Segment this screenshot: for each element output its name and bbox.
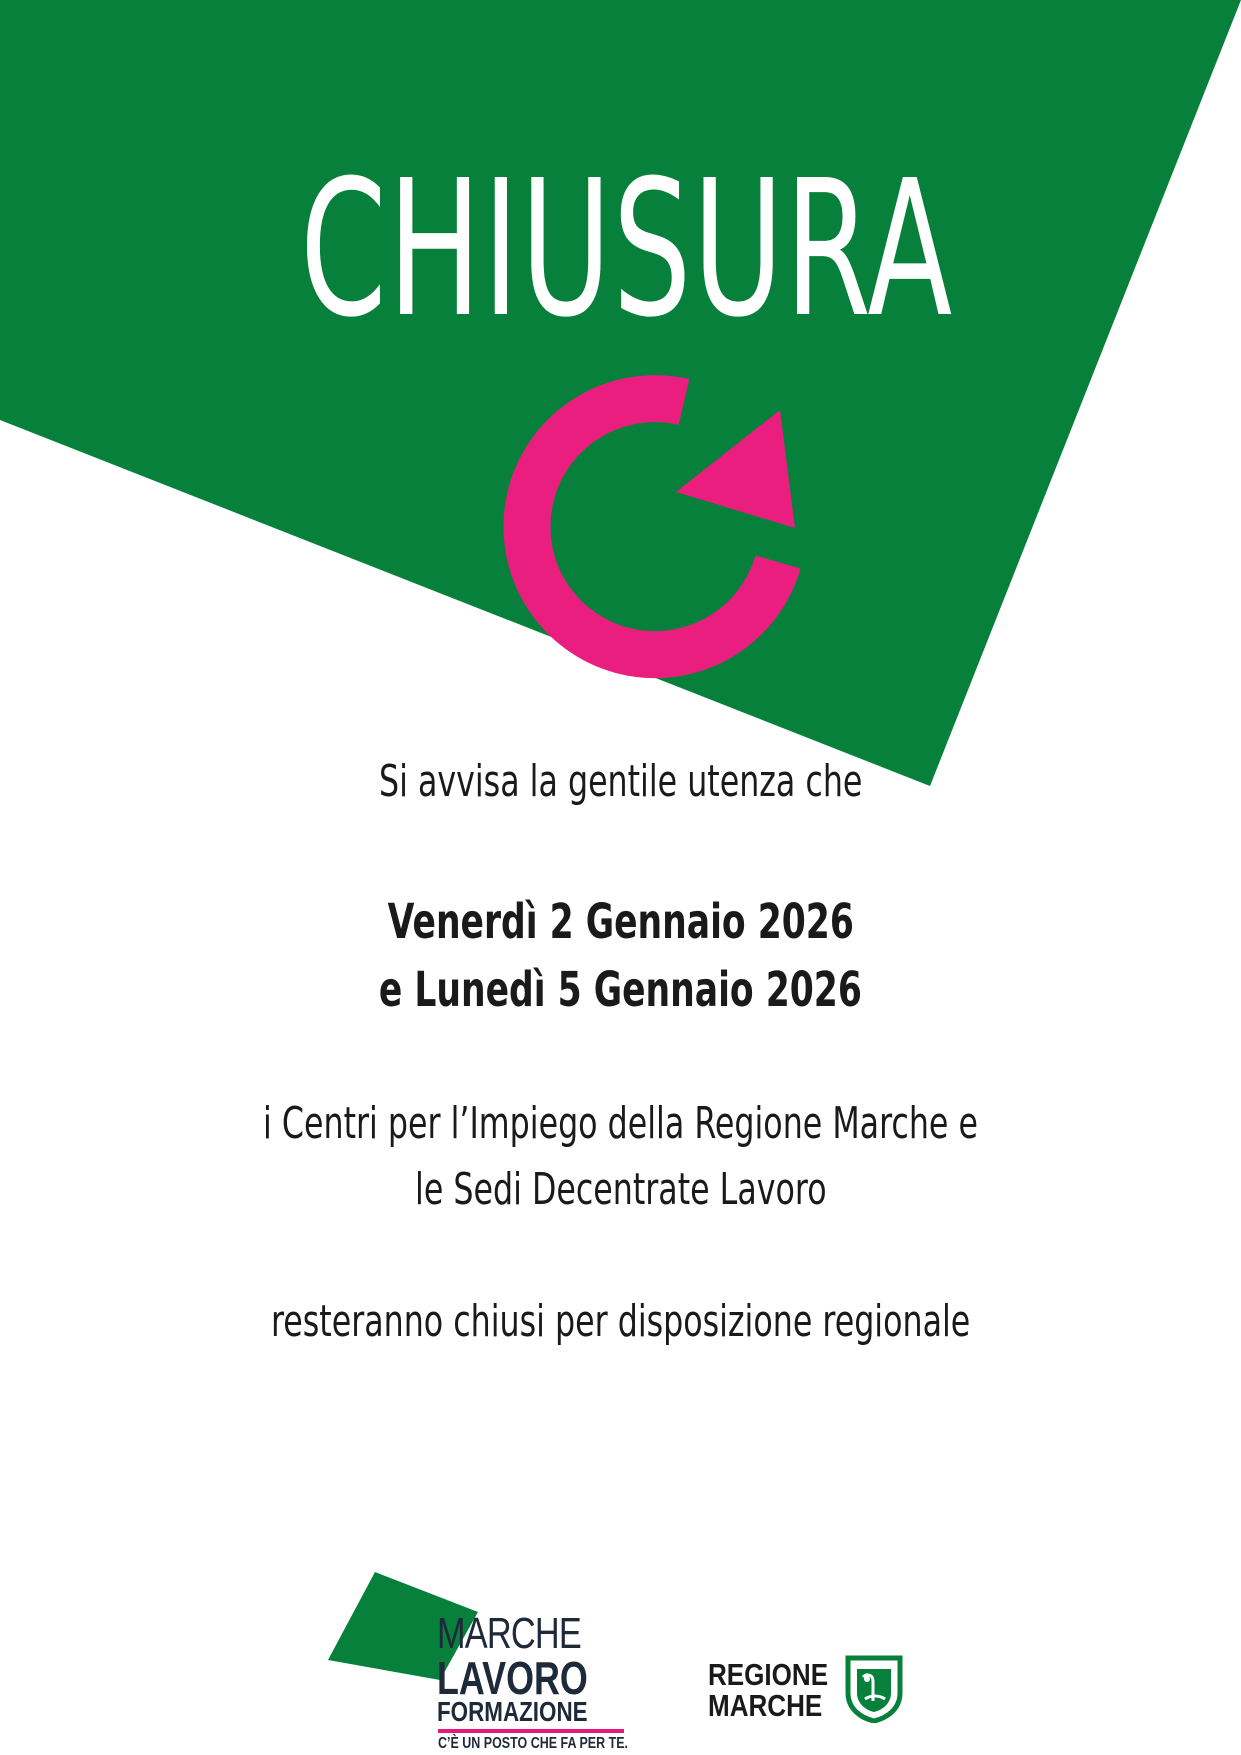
date-line-2: e Lunedì 5 Gennaio 2026 bbox=[379, 962, 862, 1018]
logo-word-marche: MARCHE bbox=[437, 1609, 582, 1658]
intro-text: Si avvisa la gentile utenza che bbox=[378, 756, 863, 807]
regione-marche-logo bbox=[708, 1655, 908, 1735]
subject-line-1: i Centri per l’Impiego della Regione Marche e bbox=[263, 1098, 978, 1149]
logo-pink-bar bbox=[438, 1729, 624, 1733]
logo-tagline: C’È UN POSTO CHE FA PER TE. bbox=[438, 1735, 629, 1752]
date-line-1: Venerdì 2 Gennaio 2026 bbox=[387, 894, 854, 950]
logo-word-formazione: FORMAZIONE bbox=[437, 1696, 588, 1727]
page-title: CHIUSURA bbox=[300, 140, 954, 359]
closing-text: resteranno chiusi per disposizione regionale bbox=[270, 1296, 971, 1347]
subject-line-2: le Sedi Decentrate Lavoro bbox=[414, 1164, 827, 1215]
shield-icon bbox=[845, 1655, 903, 1723]
logo-regione-text: REGIONE bbox=[708, 1657, 829, 1692]
logo-marche-text: MARCHE bbox=[708, 1688, 823, 1723]
marche-lavoro-formazione-logo bbox=[328, 1572, 648, 1752]
logo-word-lavoro: LAVORO bbox=[437, 1652, 588, 1704]
